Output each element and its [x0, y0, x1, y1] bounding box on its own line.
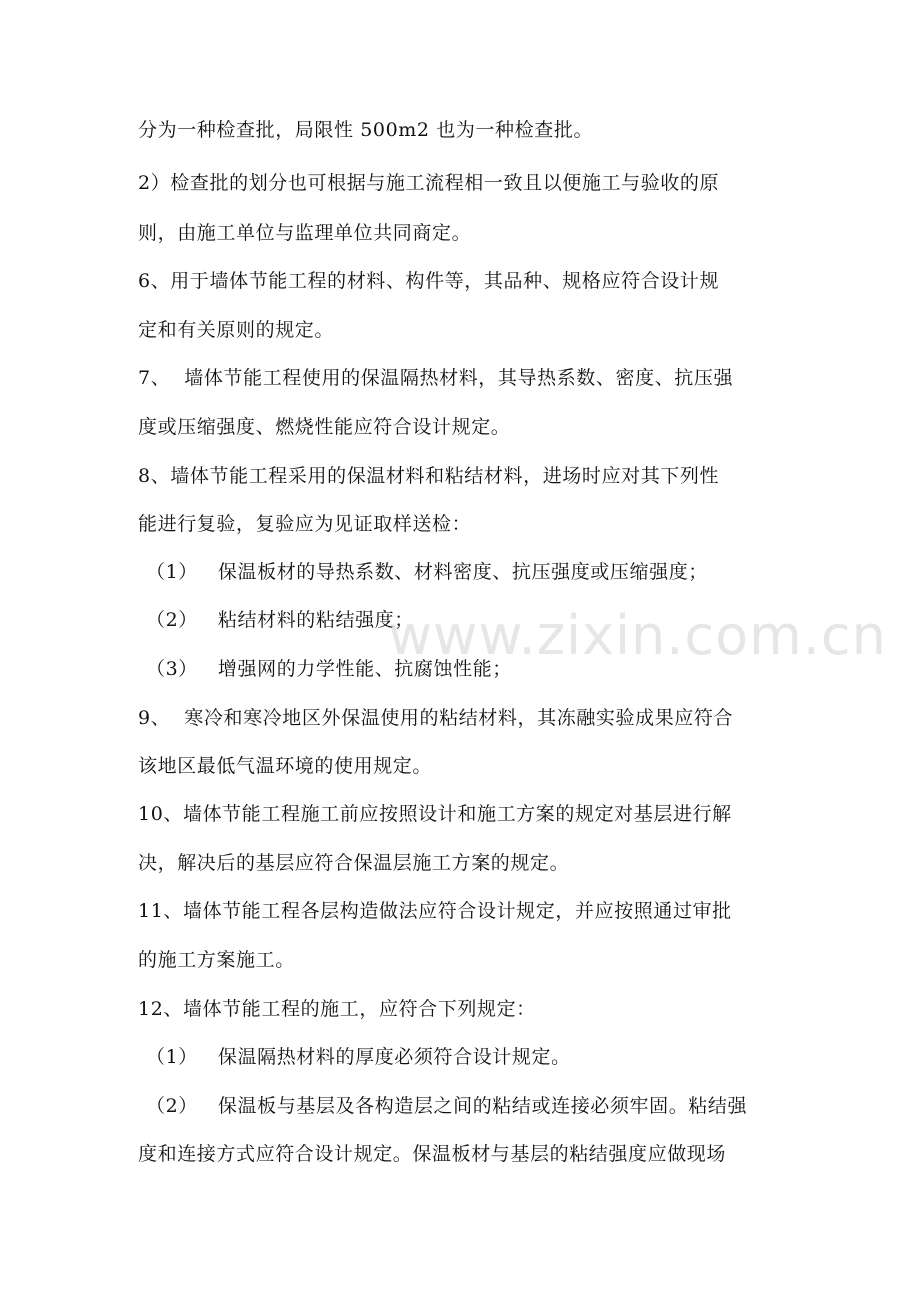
item-number: 9、 [138, 707, 171, 729]
text-line: 度或压缩强度、燃烧性能应符合设计规定。 [138, 416, 511, 438]
item-number: （2） [146, 609, 198, 631]
text-line: 8、墙体节能工程采用的保温材料和粘结材料，进场时应对其下列性 [138, 465, 720, 487]
text-line: 该地区最低气温环境的使用规定。 [138, 755, 433, 777]
text-line: 6、用于墙体节能工程的材料、构件等，其品种、规格应符合设计规 [138, 270, 720, 292]
text-line: 定和有关原则的规定。 [138, 319, 335, 341]
text-line: （1） 保温隔热材料的厚度必须符合设计规定。 [146, 1046, 571, 1068]
text-line: 12、墙体节能工程的施工，应符合下列规定： [138, 998, 536, 1020]
watermark: www.zixin.com.cn [388, 604, 887, 667]
text-line: （3） 增强网的力学性能、抗腐蚀性能； [146, 658, 512, 680]
text-line: 2）检查批的划分也可根据与施工流程相一致且以便施工与验收的原 [138, 172, 720, 194]
text-line: 决，解决后的基层应符合保温层施工方案的规定。 [138, 852, 570, 874]
text-line: （1） 保温板材的导热系数、材料密度、抗压强度或压缩强度； [146, 561, 708, 583]
text-line: 则，由施工单位与监理单位共同商定。 [138, 222, 472, 244]
item-number: （1） [146, 561, 198, 583]
text-line: 分为一种检查批，局限性 500m2 也为一种检查批。 [138, 119, 594, 141]
item-number: （1） [146, 1046, 198, 1068]
text-line: （2） 粘结材料的粘结强度； [146, 609, 414, 631]
text-line: 能进行复验，复验应为见证取样送检： [138, 513, 472, 535]
text-line: 10、墙体节能工程施工前应按照设计和施工方案的规定对基层进行解 [138, 803, 732, 825]
text-line: 9、 寒冷和寒冷地区外保温使用的粘结材料，其冻融实验成果应符合 [138, 707, 734, 729]
item-number: 7、 [138, 367, 171, 389]
text-line: 11、墙体节能工程各层构造做法应符合设计规定，并应按照通过审批 [138, 900, 732, 922]
item-number: （3） [146, 658, 198, 680]
text-line: 7、 墙体节能工程使用的保温隔热材料，其导热系数、密度、抗压强 [138, 367, 734, 389]
text-line: （2） 保温板与基层及各构造层之间的粘结或连接必须牢固。粘结强 [146, 1095, 748, 1117]
text-line: 的施工方案施工。 [138, 949, 295, 971]
item-number: （2） [146, 1095, 198, 1117]
text-line: 度和连接方式应符合设计规定。保温板材与基层的粘结强度应做现场 [138, 1143, 727, 1165]
